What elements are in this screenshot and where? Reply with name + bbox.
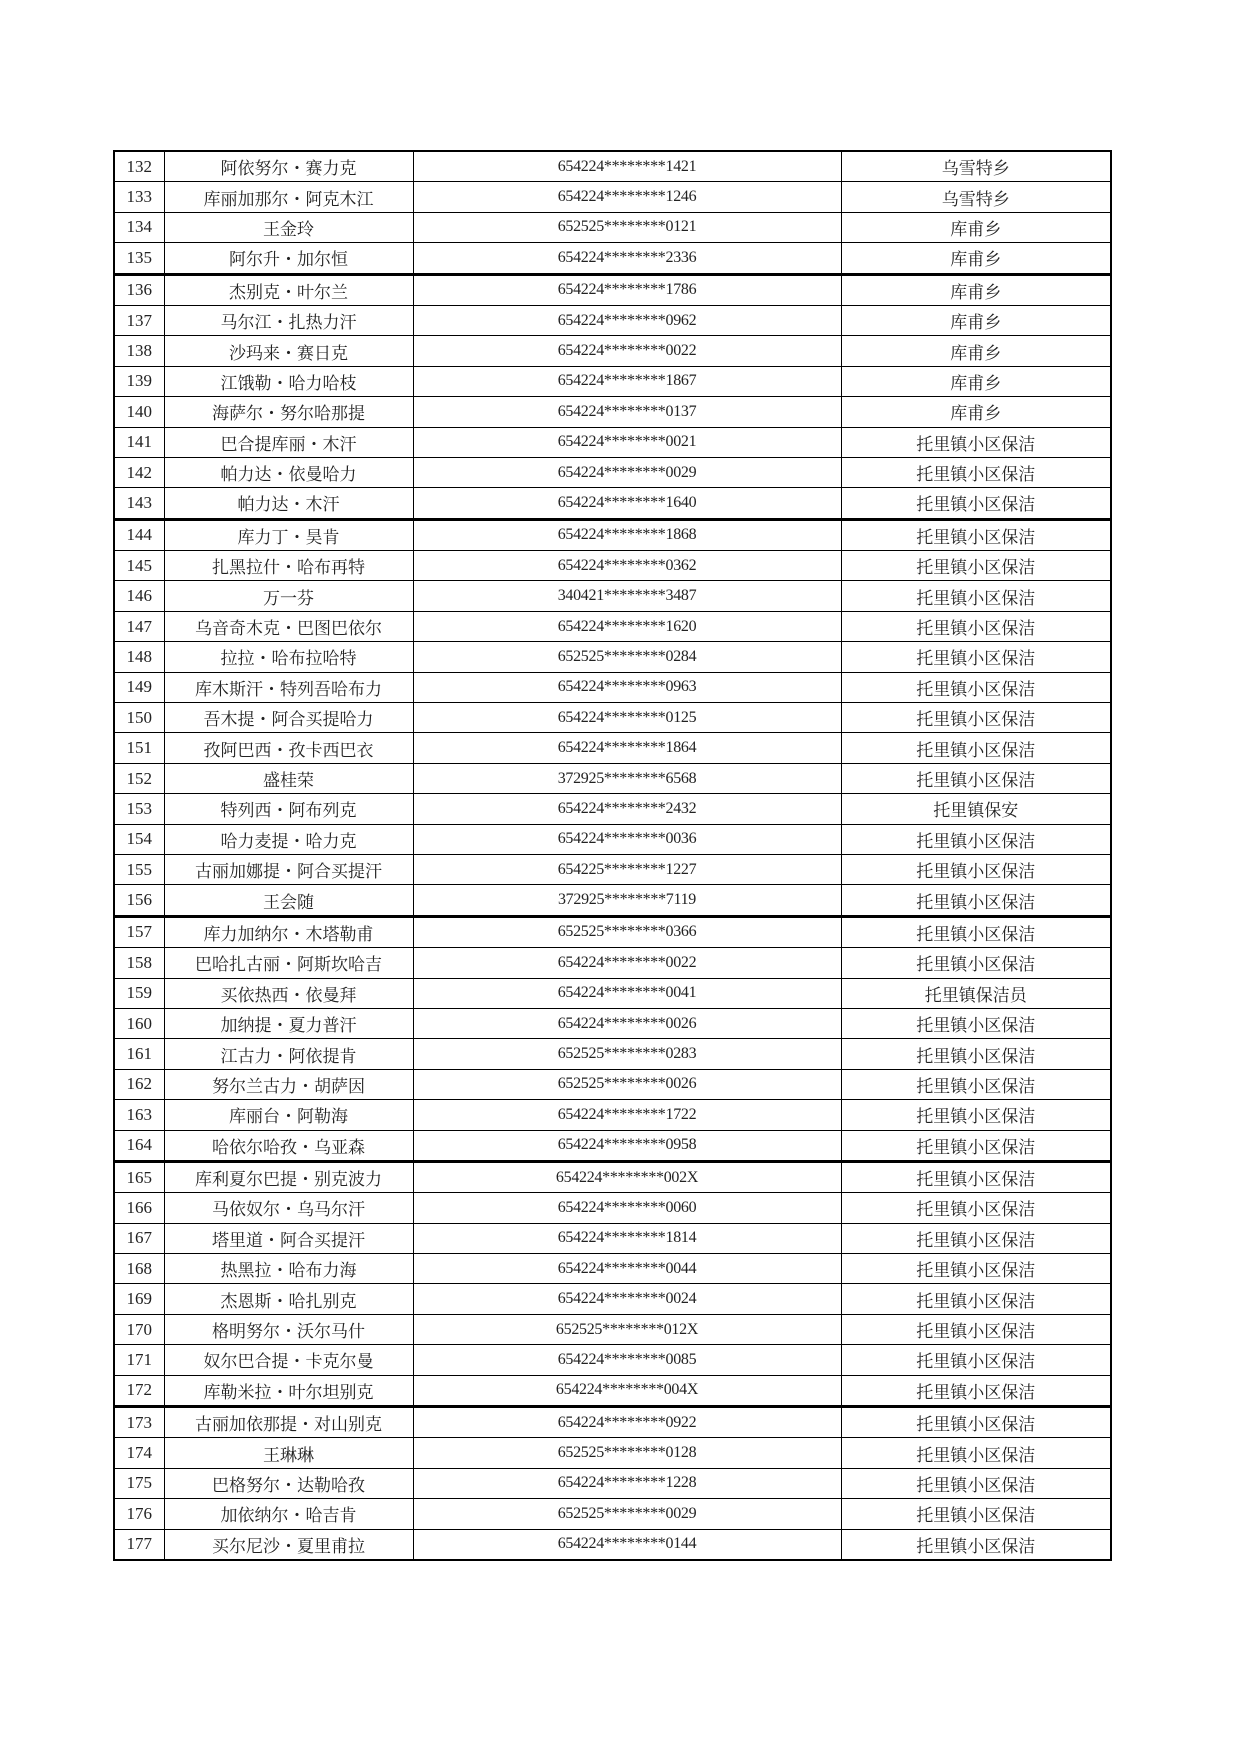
name-cell: 库丽加那尔・阿克木江 [164,182,413,212]
table-row [114,1314,1111,1344]
table-row [114,366,1111,396]
row-number-cell: 164 [114,1130,164,1161]
work-unit-cell: 托里镇小区保洁 [841,916,1111,947]
row-number-cell: 161 [114,1039,164,1069]
name-cell: 库力丁・昊肯 [164,519,413,550]
table-row [114,519,1111,550]
name-cell: 杰别克・叶尔兰 [164,274,413,305]
name-cell: 乌音奇木克・巴图巴依尔 [164,611,413,641]
table-row [114,1468,1111,1498]
id-number-cell: 654224********1786 [413,274,841,305]
table-row [114,551,1111,581]
name-cell: 巴哈扎古丽・阿斯坎哈吉 [164,948,413,978]
work-unit-cell: 托里镇小区保洁 [841,1069,1111,1099]
table-row [114,397,1111,427]
id-number-cell: 654224********1722 [413,1100,841,1130]
name-cell: 阿尔升・加尔恒 [164,243,413,274]
table-row [114,794,1111,824]
id-number-cell: 654224********2336 [413,243,841,274]
row-number-cell: 135 [114,243,164,274]
table-row [114,488,1111,519]
row-number-cell: 176 [114,1499,164,1529]
table-row [114,916,1111,947]
table-row [114,1438,1111,1468]
name-cell: 库丽台・阿勒海 [164,1100,413,1130]
name-cell: 格明努尔・沃尔马什 [164,1314,413,1344]
id-number-cell: 654224********1640 [413,488,841,519]
work-unit-cell: 库甫乡 [841,274,1111,305]
work-unit-cell: 托里镇保洁员 [841,978,1111,1008]
row-number-cell: 143 [114,488,164,519]
id-number-cell: 654224********1228 [413,1468,841,1498]
id-number-cell: 654224********1421 [413,151,841,182]
work-unit-cell: 托里镇小区保洁 [841,854,1111,884]
work-unit-cell: 托里镇小区保洁 [841,1254,1111,1284]
id-number-cell: 652525********0366 [413,916,841,947]
row-number-cell: 173 [114,1407,164,1438]
row-number-cell: 141 [114,427,164,457]
name-cell: 扎黑拉什・哈布再特 [164,551,413,581]
row-number-cell: 137 [114,305,164,335]
row-number-cell: 139 [114,366,164,396]
table-row [114,581,1111,611]
row-number-cell: 133 [114,182,164,212]
table-row [114,611,1111,641]
id-number-cell: 654224********0024 [413,1284,841,1314]
table-row [114,1223,1111,1253]
row-number-cell: 148 [114,642,164,672]
id-number-cell: 652525********012X [413,1314,841,1344]
work-unit-cell: 托里镇小区保洁 [841,672,1111,702]
row-number-cell: 165 [114,1161,164,1192]
name-cell: 杰恩斯・哈扎别克 [164,1284,413,1314]
name-cell: 买依热西・依曼拜 [164,978,413,1008]
name-cell: 库力加纳尔・木塔勒甫 [164,916,413,947]
name-cell: 加纳提・夏力普汗 [164,1008,413,1038]
id-number-cell: 654224********002X [413,1161,841,1192]
table-row [114,1284,1111,1314]
id-number-cell: 654224********0060 [413,1193,841,1223]
work-unit-cell: 托里镇小区保洁 [841,1039,1111,1069]
name-cell: 帕力达・木汗 [164,488,413,519]
table-row [114,182,1111,212]
table-row [114,274,1111,305]
table-row [114,305,1111,335]
row-number-cell: 175 [114,1468,164,1498]
id-number-cell: 654224********0029 [413,457,841,487]
table-row [114,1254,1111,1284]
id-number-cell: 652525********0029 [413,1499,841,1529]
id-number-cell: 652525********0121 [413,212,841,242]
work-unit-cell: 托里镇小区保洁 [841,519,1111,550]
row-number-cell: 153 [114,794,164,824]
row-number-cell: 172 [114,1375,164,1406]
id-number-cell: 654224********2432 [413,794,841,824]
name-cell: 古丽加依那提・对山别克 [164,1407,413,1438]
name-cell: 特列西・阿布列克 [164,794,413,824]
work-unit-cell: 托里镇小区保洁 [841,551,1111,581]
work-unit-cell: 托里镇小区保洁 [841,733,1111,763]
work-unit-cell: 托里镇小区保洁 [841,885,1111,916]
name-cell: 江古力・阿依提肯 [164,1039,413,1069]
work-unit-cell: 托里镇小区保洁 [841,1223,1111,1253]
row-number-cell: 134 [114,212,164,242]
id-number-cell: 654224********1814 [413,1223,841,1253]
roster-table [113,150,1112,1561]
table-row [114,212,1111,242]
table-row [114,1069,1111,1099]
id-number-cell: 654224********0022 [413,336,841,366]
id-number-cell: 654224********1864 [413,733,841,763]
work-unit-cell: 托里镇小区保洁 [841,1314,1111,1344]
work-unit-cell: 乌雪特乡 [841,151,1111,182]
table-row [114,854,1111,884]
name-cell: 库勒米拉・叶尔坦别克 [164,1375,413,1406]
table-row [114,763,1111,793]
work-unit-cell: 托里镇小区保洁 [841,703,1111,733]
row-number-cell: 138 [114,336,164,366]
row-number-cell: 155 [114,854,164,884]
id-number-cell: 654224********1246 [413,182,841,212]
table-row [114,1008,1111,1038]
table-row [114,457,1111,487]
name-cell: 盛桂荣 [164,763,413,793]
name-cell: 帕力达・依曼哈力 [164,457,413,487]
row-number-cell: 174 [114,1438,164,1468]
work-unit-cell: 托里镇小区保洁 [841,948,1111,978]
work-unit-cell: 托里镇小区保洁 [841,1407,1111,1438]
id-number-cell: 654224********0958 [413,1130,841,1161]
id-number-cell: 654224********0362 [413,551,841,581]
row-number-cell: 162 [114,1069,164,1099]
name-cell: 王琳琳 [164,1438,413,1468]
id-number-cell: 654224********0137 [413,397,841,427]
work-unit-cell: 托里镇小区保洁 [841,1100,1111,1130]
table-row [114,1039,1111,1069]
row-number-cell: 171 [114,1345,164,1375]
id-number-cell: 652525********0283 [413,1039,841,1069]
row-number-cell: 136 [114,274,164,305]
work-unit-cell: 托里镇小区保洁 [841,1130,1111,1161]
table-row [114,1375,1111,1406]
roster-table-body [114,151,1111,1560]
table-row [114,1345,1111,1375]
id-number-cell: 654224********1867 [413,366,841,396]
id-number-cell: 372925********7119 [413,885,841,916]
id-number-cell: 654224********1868 [413,519,841,550]
row-number-cell: 166 [114,1193,164,1223]
table-row [114,336,1111,366]
id-number-cell: 652525********0026 [413,1069,841,1099]
id-number-cell: 372925********6568 [413,763,841,793]
table-row [114,427,1111,457]
name-cell: 拉拉・哈布拉哈特 [164,642,413,672]
table-row [114,885,1111,916]
id-number-cell: 654224********0922 [413,1407,841,1438]
table-row [114,733,1111,763]
name-cell: 加依纳尔・哈吉肯 [164,1499,413,1529]
work-unit-cell: 托里镇小区保洁 [841,1529,1111,1560]
name-cell: 江饿勒・哈力哈枝 [164,366,413,396]
name-cell: 哈力麦提・哈力克 [164,824,413,854]
name-cell: 万一芬 [164,581,413,611]
work-unit-cell: 库甫乡 [841,397,1111,427]
table-row [114,1193,1111,1223]
work-unit-cell: 托里镇小区保洁 [841,763,1111,793]
row-number-cell: 146 [114,581,164,611]
row-number-cell: 156 [114,885,164,916]
row-number-cell: 170 [114,1314,164,1344]
id-number-cell: 654224********0963 [413,672,841,702]
id-number-cell: 654224********0041 [413,978,841,1008]
row-number-cell: 144 [114,519,164,550]
work-unit-cell: 托里镇小区保洁 [841,1193,1111,1223]
work-unit-cell: 托里镇小区保洁 [841,427,1111,457]
row-number-cell: 150 [114,703,164,733]
name-cell: 孜阿巴西・孜卡西巴衣 [164,733,413,763]
work-unit-cell: 库甫乡 [841,305,1111,335]
name-cell: 努尔兰古力・胡萨因 [164,1069,413,1099]
table-row [114,1407,1111,1438]
work-unit-cell: 托里镇小区保洁 [841,1468,1111,1498]
name-cell: 买尔尼沙・夏里甫拉 [164,1529,413,1560]
row-number-cell: 149 [114,672,164,702]
id-number-cell: 654224********0022 [413,948,841,978]
row-number-cell: 154 [114,824,164,854]
table-row [114,1499,1111,1529]
work-unit-cell: 托里镇小区保洁 [841,1375,1111,1406]
work-unit-cell: 托里镇小区保洁 [841,1161,1111,1192]
name-cell: 库利夏尔巴提・别克波力 [164,1161,413,1192]
work-unit-cell: 库甫乡 [841,243,1111,274]
name-cell: 沙玛来・赛日克 [164,336,413,366]
row-number-cell: 157 [114,916,164,947]
table-row [114,672,1111,702]
work-unit-cell: 库甫乡 [841,336,1111,366]
work-unit-cell: 托里镇小区保洁 [841,1008,1111,1038]
name-cell: 巴合提库丽・木汗 [164,427,413,457]
row-number-cell: 168 [114,1254,164,1284]
name-cell: 古丽加娜提・阿合买提汗 [164,854,413,884]
row-number-cell: 167 [114,1223,164,1253]
name-cell: 热黑拉・哈布力海 [164,1254,413,1284]
row-number-cell: 142 [114,457,164,487]
id-number-cell: 654225********1227 [413,854,841,884]
table-row [114,824,1111,854]
table-row [114,151,1111,182]
work-unit-cell: 托里镇小区保洁 [841,581,1111,611]
name-cell: 马依奴尔・乌马尔汗 [164,1193,413,1223]
table-row [114,1529,1111,1560]
name-cell: 奴尔巴合提・卡克尔曼 [164,1345,413,1375]
row-number-cell: 159 [114,978,164,1008]
work-unit-cell: 托里镇小区保洁 [841,1284,1111,1314]
name-cell: 王金玲 [164,212,413,242]
id-number-cell: 654224********0021 [413,427,841,457]
work-unit-cell: 托里镇小区保洁 [841,1499,1111,1529]
id-number-cell: 654224********0125 [413,703,841,733]
name-cell: 马尔江・扎热力汗 [164,305,413,335]
id-number-cell: 654224********0026 [413,1008,841,1038]
name-cell: 阿依努尔・赛力克 [164,151,413,182]
work-unit-cell: 托里镇小区保洁 [841,457,1111,487]
work-unit-cell: 库甫乡 [841,366,1111,396]
row-number-cell: 160 [114,1008,164,1038]
name-cell: 海萨尔・努尔哈那提 [164,397,413,427]
row-number-cell: 147 [114,611,164,641]
work-unit-cell: 托里镇小区保洁 [841,1438,1111,1468]
row-number-cell: 158 [114,948,164,978]
name-cell: 吾木提・阿合买提哈力 [164,703,413,733]
table-row [114,642,1111,672]
table-row [114,948,1111,978]
table-row [114,243,1111,274]
name-cell: 塔里道・阿合买提汗 [164,1223,413,1253]
name-cell: 巴格努尔・达勒哈孜 [164,1468,413,1498]
id-number-cell: 654224********0962 [413,305,841,335]
work-unit-cell: 托里镇小区保洁 [841,642,1111,672]
id-number-cell: 652525********0128 [413,1438,841,1468]
work-unit-cell: 托里镇小区保洁 [841,824,1111,854]
work-unit-cell: 托里镇小区保洁 [841,1345,1111,1375]
row-number-cell: 152 [114,763,164,793]
name-cell: 哈依尔哈孜・乌亚森 [164,1130,413,1161]
id-number-cell: 340421********3487 [413,581,841,611]
row-number-cell: 169 [114,1284,164,1314]
table-row [114,703,1111,733]
id-number-cell: 654224********0085 [413,1345,841,1375]
work-unit-cell: 库甫乡 [841,212,1111,242]
name-cell: 库木斯汗・特列吾哈布力 [164,672,413,702]
id-number-cell: 652525********0284 [413,642,841,672]
id-number-cell: 654224********0044 [413,1254,841,1284]
id-number-cell: 654224********0036 [413,824,841,854]
id-number-cell: 654224********0144 [413,1529,841,1560]
row-number-cell: 163 [114,1100,164,1130]
row-number-cell: 132 [114,151,164,182]
table-row [114,1100,1111,1130]
name-cell: 王会随 [164,885,413,916]
table-row [114,1161,1111,1192]
work-unit-cell: 托里镇小区保洁 [841,488,1111,519]
table-row [114,1130,1111,1161]
table-row [114,978,1111,1008]
id-number-cell: 654224********1620 [413,611,841,641]
row-number-cell: 177 [114,1529,164,1560]
work-unit-cell: 托里镇保安 [841,794,1111,824]
id-number-cell: 654224********004X [413,1375,841,1406]
work-unit-cell: 乌雪特乡 [841,182,1111,212]
row-number-cell: 140 [114,397,164,427]
row-number-cell: 151 [114,733,164,763]
row-number-cell: 145 [114,551,164,581]
work-unit-cell: 托里镇小区保洁 [841,611,1111,641]
